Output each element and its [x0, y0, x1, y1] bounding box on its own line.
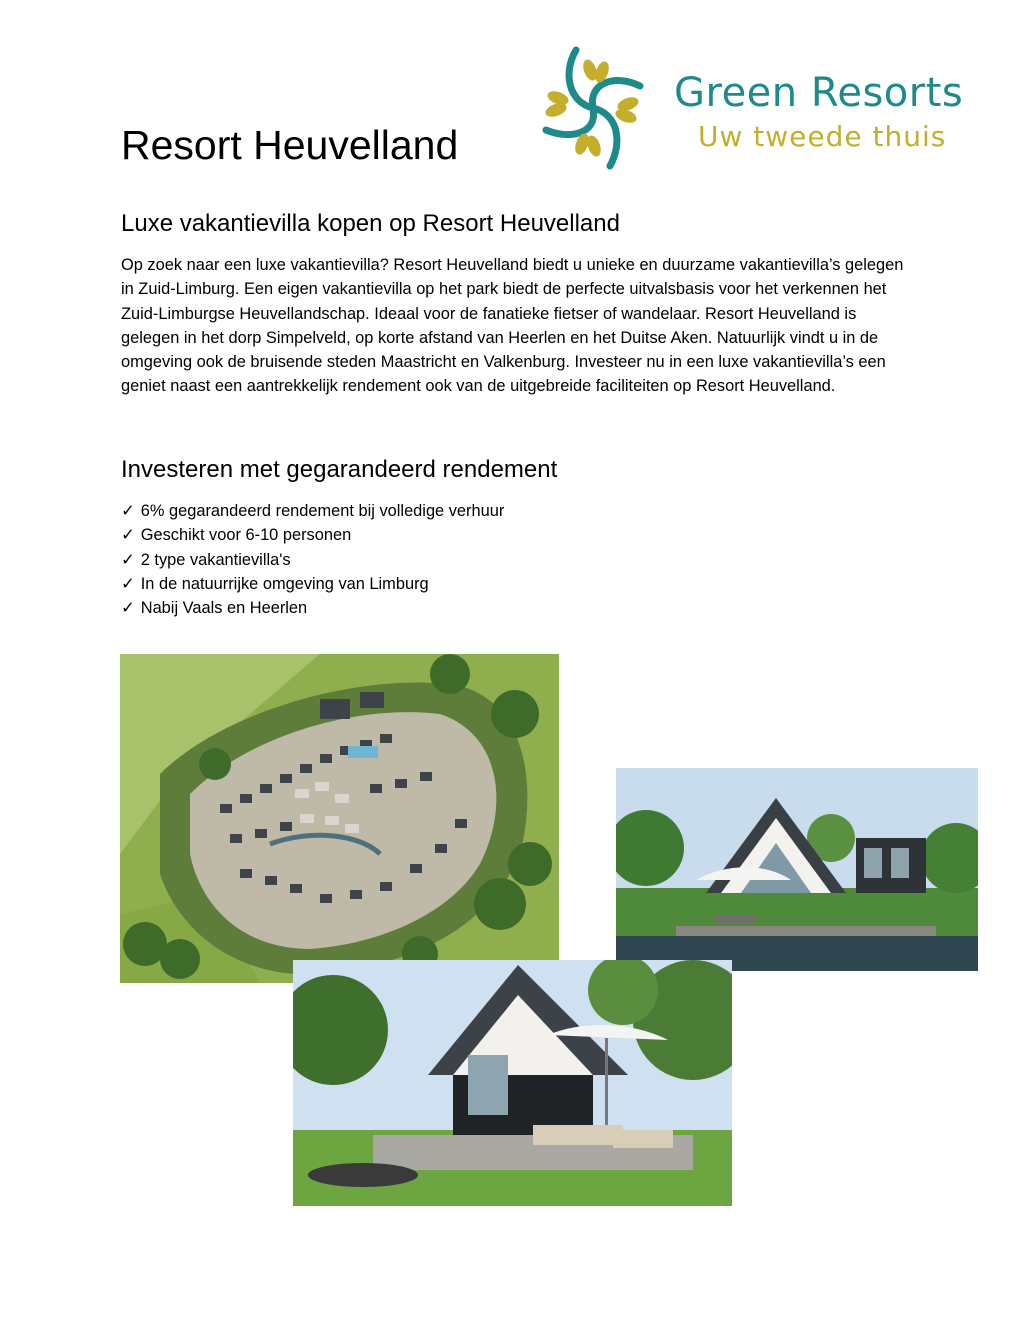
green-resorts-logo — [528, 42, 968, 174]
section2-heading: Investeren met gegarandeerd rendement — [121, 456, 558, 483]
list-item: ✓ In de natuurrijke omgeving van Limburg — [121, 574, 429, 593]
check-icon: ✓ — [121, 599, 135, 618]
check-icon: ✓ — [121, 502, 135, 520]
page-title: Resort Heuvelland — [121, 122, 459, 168]
check-icon: ✓ — [121, 550, 135, 569]
section1-heading: Luxe vakantievilla kopen op Resort Heuvelland — [121, 210, 620, 237]
check-icon: ✓ — [121, 574, 135, 593]
list-item: ✓ Geschikt voor 6-10 personen — [121, 526, 352, 545]
logo-tagline: Uw tweede thuis — [698, 120, 947, 153]
list-item: ✓ 2 type vakantievilla's — [121, 550, 291, 569]
aerial-resort-photo — [120, 654, 559, 983]
lakeside-villa-photo — [616, 768, 978, 971]
check-icon: ✓ — [121, 526, 135, 545]
leaf-logo-icon — [528, 42, 658, 174]
intro-paragraph: Op zoek naar een luxe vakantievilla? Resort Heuvelland biedt u unieke en duurzame vakantievilla’s gelegen in Zuid-Limburg. Een eigen vakantievilla op het park biedt de perfecte uitvalsbasis voor het verkennen het Zuid-Limburgse Heuvellandschap. Ideaal voor de fanatieke fietser of wandelaar. Resort Heuvelland is gelegen in het dorp Simpelveld, op korte afstand van Heerlen en het Duitse Aken. Natuurlijk vindt u in de omgeving ook de bruisende steden Maastricht en Valkenburg. Investeer nu in een luxe vakantievilla’s een geniet naast een aantrekkelijk rendement ook van de uitgebreide faciliteiten op Resort Heuvelland. — [121, 256, 904, 396]
garden-villa-photo — [293, 960, 732, 1206]
list-item: ✓ Nabij Vaals en Heerlen — [121, 599, 308, 618]
list-item: ✓ 6% gegarandeerd rendement bij volledige verhuur — [121, 502, 505, 520]
benefit-list — [121, 499, 504, 620]
logo-brand: Green Resorts — [674, 70, 964, 116]
